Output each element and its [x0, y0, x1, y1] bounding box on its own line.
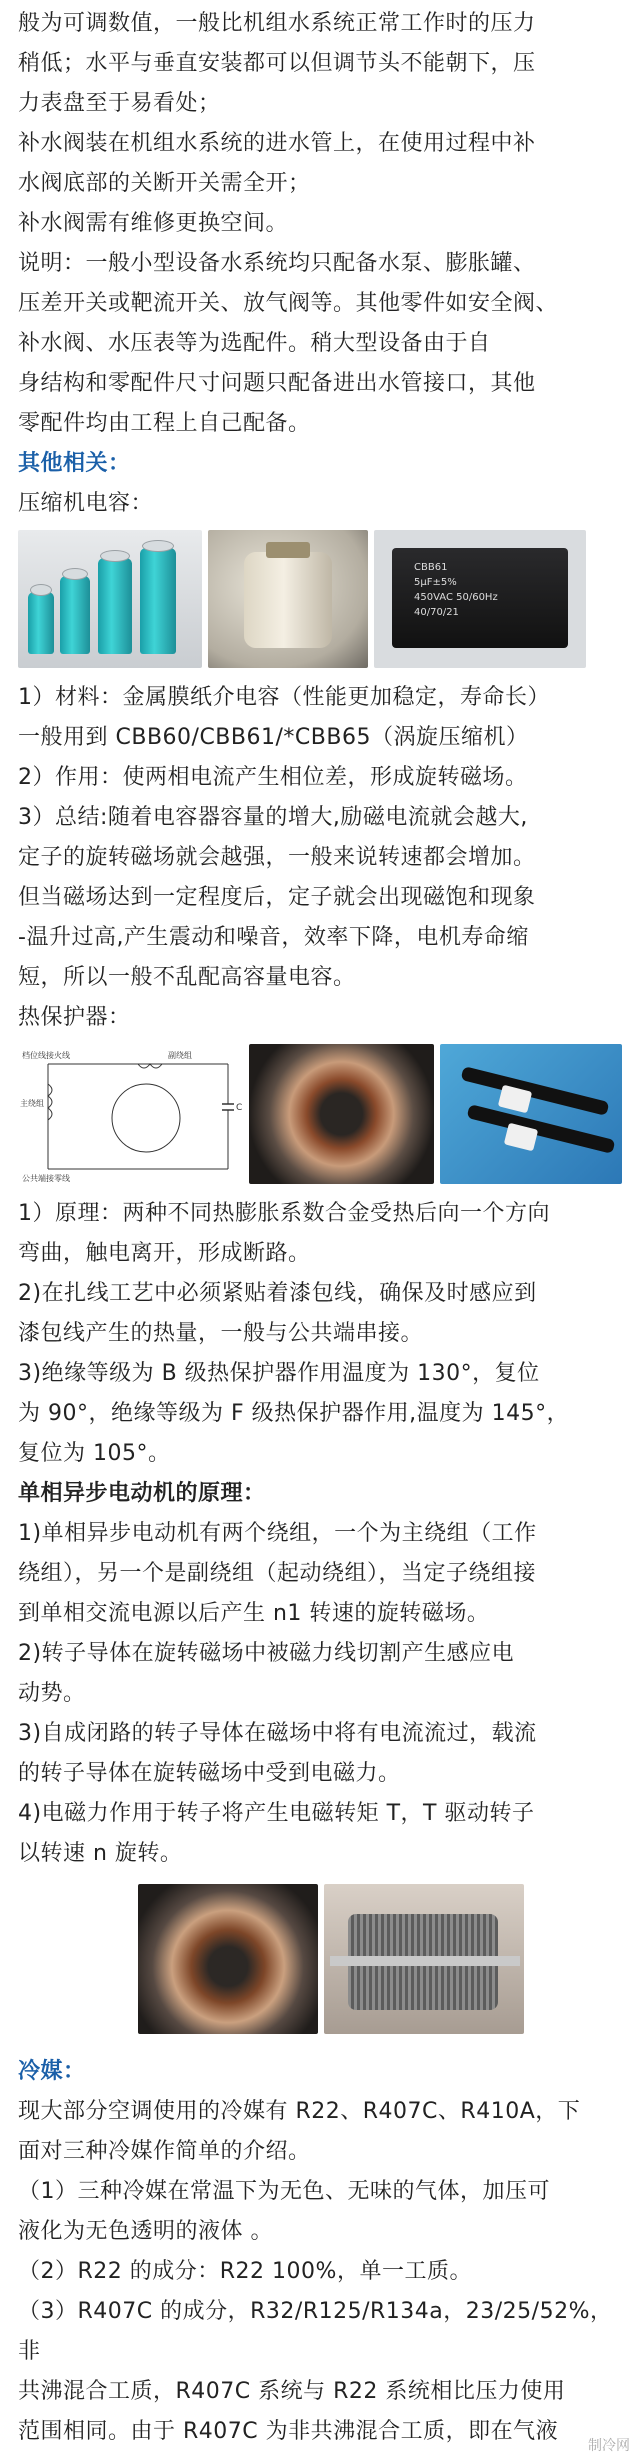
text-line: 4)电磁力作用于转子将产生电磁转矩 T，T 驱动转子 [18, 1801, 535, 1826]
text-line: 液化为无色透明的液体 。 [18, 2219, 273, 2244]
text-line: 压差开关或靶流开关、放气阀等。其他零件如安全阀、 [18, 291, 559, 316]
text-line: 2）作用：使两相电流产生相位差，形成旋转磁场。 [18, 765, 528, 790]
cap-box-text: 40/70/21 [414, 607, 459, 618]
oval-capacitor-photo [208, 530, 368, 668]
heading-motor: 单相异步电动机的原理： [18, 1481, 266, 1506]
text-line: 补水阀装在机组水系统的进水管上，在使用过程中补 [18, 131, 536, 156]
watermark: 制冷网 [588, 2438, 630, 2454]
text-line: 稍低；水平与垂直安装都可以但调节头不能朝下，压 [18, 51, 536, 76]
text-line: 零配件均由工程上自己配备。 [18, 411, 311, 436]
para-capacitor [18, 678, 622, 998]
text-line: 2)在扎线工艺中必须紧贴着漆包线，确保及时感应到 [18, 1281, 537, 1306]
capacitor-images [18, 530, 622, 668]
text-line: （1）三种冷媒在常温下为无色、无味的气体，加压可 [18, 2179, 550, 2204]
text-line: 3)自成闭路的转子导体在磁场中将有电流流过，载流 [18, 1721, 537, 1746]
thermal-protector-photo [440, 1044, 622, 1184]
label-thermal: 热保护器： [18, 1005, 131, 1030]
text-line: 但当磁场达到一定程度后，定子就会出现磁饱和现象 [18, 885, 536, 910]
text-line: 漆包线产生的热量，一般与公共端串接。 [18, 1321, 424, 1346]
diagram-label: 主绕组 [20, 1099, 44, 1108]
text-line: 共沸混合工质，R407C 系统与 R22 系统相比压力使用 [18, 2379, 566, 2404]
text-line: -温升过高,产生震动和噪音，效率下降，电机寿命缩 [18, 925, 529, 950]
text-line: 水阀底部的关断开关需全开； [18, 171, 311, 196]
para-thermal [18, 1194, 622, 1474]
para-motor [18, 1514, 622, 1874]
box-capacitor-photo [374, 530, 586, 668]
text-line: 以转速 n 旋转。 [18, 1841, 183, 1866]
diagram-label: 副绕组 [168, 1051, 192, 1060]
diagram-label: 公共端接零线 [22, 1174, 70, 1183]
cap-box-text: 450VAC 50/60Hz [414, 592, 498, 603]
stator-winding-photo [138, 1884, 318, 2034]
text-line: （3）R407C 的成分，R32/R125/R134a，23/25/52%，非 [18, 2299, 613, 2364]
text-line: 范围相同。由于 R407C 为非共沸混合工质，即在气液 [18, 2419, 559, 2444]
text-line: 复位为 105°。 [18, 1441, 171, 1466]
text-line: 3）总结:随着电容器容量的增大,励磁电流就会越大, [18, 805, 528, 830]
capacitor-group-photo [18, 530, 202, 668]
text-line: 2)转子导体在旋转磁场中被磁力线切割产生感应电 [18, 1641, 515, 1666]
text-line: 补水阀需有维修更换空间。 [18, 211, 289, 236]
text-line: 说明：一般小型设备水系统均只配备水泵、膨胀罐、 [18, 251, 536, 276]
text-line: 动势。 [18, 1681, 86, 1706]
text-line: 1）原理：两种不同热膨胀系数合金受热后向一个方向 [18, 1201, 550, 1226]
text-line: 为 90°，绝缘等级为 F 级热保护器作用,温度为 145°， [18, 1401, 570, 1426]
text-line: 身结构和零配件尺寸问题只配备进出水管接口，其他 [18, 371, 536, 396]
cap-box-text: 5μF±5% [414, 577, 457, 588]
text-line: 1)单相异步电动机有两个绕组，一个为主绕组（工作 [18, 1521, 537, 1546]
motor-images [138, 1884, 622, 2034]
para-top [18, 0, 622, 444]
text-line: 到单相交流电源以后产生 n1 转速的旋转磁场。 [18, 1601, 490, 1626]
text-line: 弯曲，触电离开，形成断路。 [18, 1241, 311, 1266]
text-line: 定子的旋转磁场就会越强，一般来说转速都会增加。 [18, 845, 536, 870]
text-line: 1）材料：金属膜纸介电容（性能更加稳定，寿命长） [18, 685, 550, 710]
label-capacitor: 压缩机电容： [18, 491, 154, 516]
text-line: 一般用到 CBB60/CBB61/*CBB65（涡旋压缩机） [18, 725, 529, 750]
heading-refrigerant: 冷媒： [18, 2059, 86, 2084]
text-line: 短，所以一般不乱配高容量电容。 [18, 965, 356, 990]
wiring-diagram [18, 1044, 243, 1184]
text-line: 补水阀、水压表等为选配件。稍大型设备由于自 [18, 331, 491, 356]
text-line: 现大部分空调使用的冷媒有 R22、R407C、R410A，下 [18, 2099, 581, 2124]
text-line: 力表盘至于易看处； [18, 91, 221, 116]
heading-other: 其他相关： [18, 451, 131, 476]
diagram-label: C [236, 1103, 243, 1113]
text-line: 般为可调数值，一般比机组水系统正常工作时的压力 [18, 11, 536, 36]
text-line: （2）R22 的成分：R22 100%，单一工质。 [18, 2259, 472, 2284]
text-line: 绕组），另一个是副绕组（起动绕组），当定子绕组接 [18, 1561, 537, 1586]
text-line: 的转子导体在旋转磁场中受到电磁力。 [18, 1761, 401, 1786]
wiring-diagram-svg [18, 1044, 243, 1184]
thermal-images [18, 1044, 622, 1184]
diagram-label: 档位线接火线 [22, 1051, 70, 1060]
stator-photo [249, 1044, 433, 1184]
cap-box-text: CBB61 [414, 562, 448, 573]
text-line: 3)绝缘等级为 B 级热保护器作用温度为 130°，复位 [18, 1361, 540, 1386]
para-refrigerant [18, 2092, 622, 2452]
rotor-photo [324, 1884, 524, 2034]
text-line: 面对三种冷媒作简单的介绍。 [18, 2139, 311, 2164]
